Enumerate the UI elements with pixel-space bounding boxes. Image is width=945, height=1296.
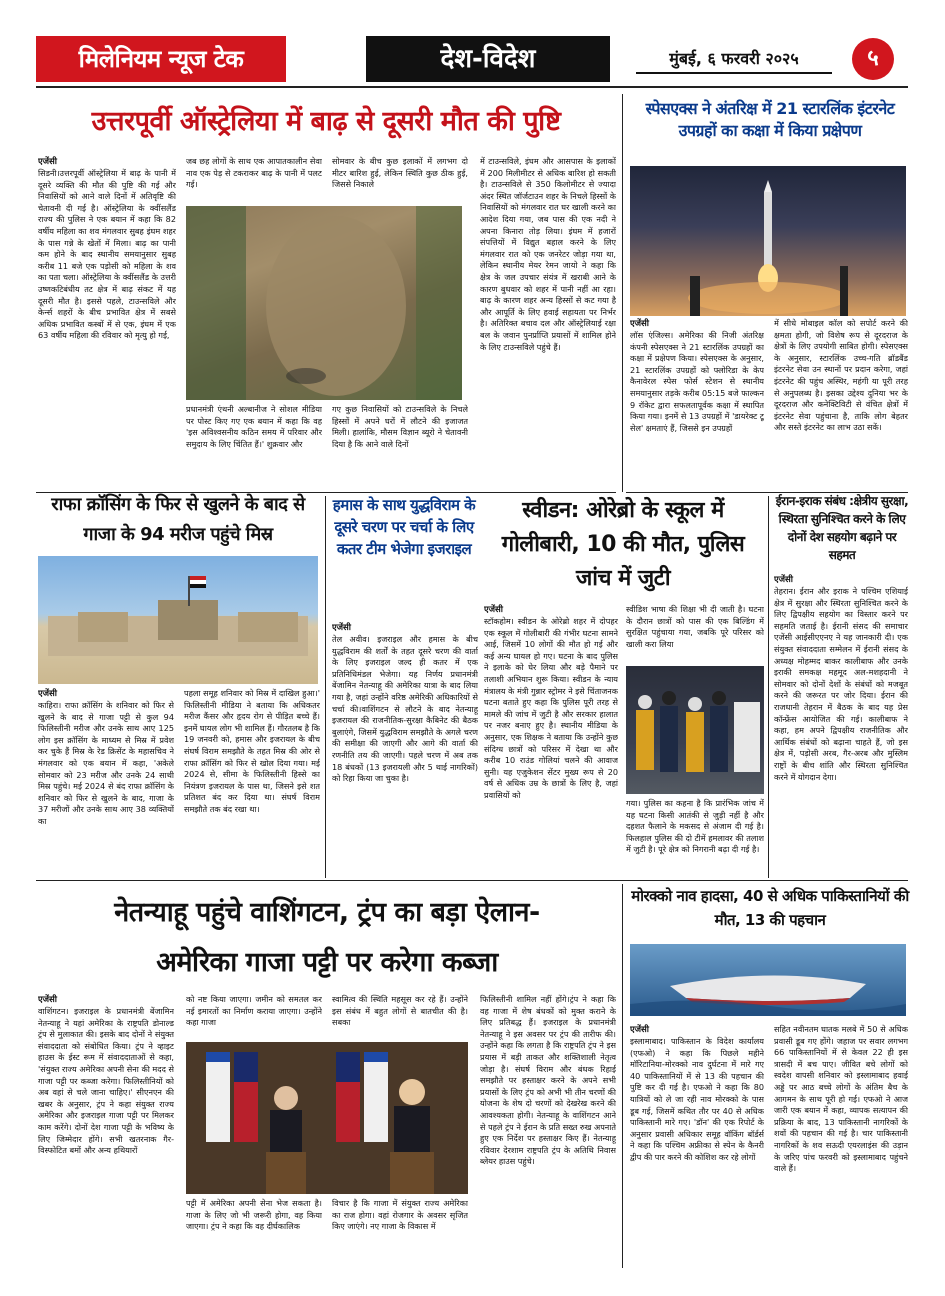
a1-col3-bottom: गए कुछ निवासियों को टाउन्सविले के निचले हिस्सों में अपने घरों में लौटने की इजाजत मिली। हालांकि, मौसम विज्ञान ब्यूरो ने चेतावनी दिया है कि आने वाले दिनों	[332, 404, 468, 449]
a8-col2: सहित नवीनतम घातक मलबे में 50 से अधिक प्रवासी डूब गए होंगे। जहाज पर सवार लगभग 66 पाकिस्तानियों में से केवल 22 ही इस त्रासदी में बच पाए। जीवित बचे लोगों को स्वदेश वापसी शनिवार को इस्लामाबाद हवाई अड्डे पर आठ बच्चे लोगों के अंतिम बैच के आगमन के साथ पूरी हो गई। एफओ ने आज जारी एक बयान में कहा, व्यापक सत्यापन की प्रक्रिया के बाद, 13 पाकिस्तानी नागरिकों के शवों की पहचान की गई है। चार पाकिस्तानी नागरिकों के शव सऊदी एयरलाइंस की उड़ान के जरिए पांच फरवरी को इस्लामाबाद पहुंचने वाले हैं।	[774, 1024, 908, 1174]
a4-agency: एजेंसी	[332, 623, 351, 633]
mid-rule	[36, 880, 908, 881]
masthead-paper-name: मिलेनियम न्यूज टेक	[36, 36, 286, 82]
boat-art	[630, 944, 906, 1016]
a6-headline: ईरान-इराक संबंध :क्षेत्रीय सुरक्षा, स्थिरता सुनिश्चित करने के लिए दोनों देश सहयोग बढ़ाने पर सहमत	[775, 494, 909, 562]
a1-col2-top: जब छह लोगों के साथ एक आपातकालीन सेवा नाव एक पेड़ से टकराकर बाढ़ के पानी में पलट गई।	[186, 156, 322, 190]
flood-photo-art	[186, 206, 462, 400]
a2-col1-text: लॉस एंजिल्स। अमेरिका की निजी अंतरिक्ष कंपनी स्पेसएक्स ने 21 स्टारलिंक उपग्रहों का कक्षा में प्रक्षेपण किया। स्पेसएक्स के अनुसार, 21 स्टारलिंक उपग्रहों को फ्लोरिडा के केप कैनावेरल स्पेस फोर्स स्टेशन से स्थानीय समयानुसार तड़के करीब 05:15 बजे फाल्कन 9 रॉकेट द्वारा सफलतापूर्वक कक्षा में स्थापित किया गया। इनमें से 13 उपग्रहों में 'डायरेक्ट टू सेल' क्षमताएं हैं, जिससे इन उपग्रहों	[630, 330, 764, 433]
a3-col1-text: काहिरा। राफा क्रॉसिंग के शनिवार को फिर से खुलने के बाद से गाजा पट्टी से कुल 94 फिलिस्तीनी मरीज और उनके साथ आए 125 लोग इस क्रॉसिंग के माध्यम से मिस्र में प्रवेश कर चुके हैं मिस्र के रेड क्रिसेंट के महासचिव ने मंगलवार को एक बयान में कहा, 'अकेले सोमवार को 23 मरीज और उनके 24 साथी मिस्र पहुंचे। मई 2024 से बंद राफा क्रॉसिंग के शनिवार को फिर से खुलने के बाद, गाजा के 37 मरीजों और उनके साथ आए 38 व्यक्तियों का	[38, 700, 174, 826]
masthead-section: देश-विदेश	[366, 36, 610, 82]
a7-headline-line1: नेतन्याहू पहुंचे वाशिंगटन, ट्रंप का बड़ा ऐलान-	[114, 897, 540, 928]
a3-col1	[38, 688, 174, 876]
a2-col2: में सीधे मोबाइल कॉल को सपोर्ट करने की क्षमता होगी, जो विशेष रूप से दूरदराज के क्षेत्रों के लिए उपयोगी साबित होगी। स्पेसएक्स के अनुसार, स्टारलिंक उच्च-गति ब्रॉडबैंड इंटरनेट सेवा उन स्थानों पर प्रदान करेगा, जहां इंटरनेट की पहुंच अस्थिर, महंगी या पूरी तरह से अनुपलब्ध है। इसका उद्देश्य दुनिया भर के दूरदराज और कनेक्टिविटी से वंचित क्षेत्रों में इंटरनेट सेवा पहुंचाना है, ताकि लोग बेहतर और सस्ते इंटरनेट का लाभ उठा सकें।	[774, 318, 908, 433]
a1-agency: एजेंसी	[38, 157, 57, 167]
a1-col4: में टाउन्सविले, इंघम और आसपास के इलाकों में 200 मिलीमीटर से अधिक बारिश हो सकती है। टाउन्सविले से 350 किलोमीटर से ज्यादा अंदर स्थित जॉर्जटाउन शहर के निचले हिस्सों के निवासियों को मंगलवार रात घर खाली करने का आदेश दिया गया, जब पास की एक नदी ने अपना किनारा तोड़ लिया। इंघम में हजारों संपत्तियों में विद्युत बहाल करने के लिए मंगलवार रात को एक जनरेटर जोड़ा गया था, लेकिन स्थानीय मेयर रेमन जायो ने कहा कि क्षेत्र के जल उपचार संयंत्र में खराबी आने के कारण बुधवार को शहर में पानी नहीं आ रहा। बाढ़ के कारण शहर अन्य हिस्सों से कट गया है और आपूर्ति के लिए हवाई सहायता पर निर्भर है। अतिरिक्त बचाव दल और ऑस्ट्रेलियाई रक्षा बल के जवान पुनर्प्राप्ति प्रयासों में शामिल होने के लिए टाउन्सविले पहुंचे हैं।	[480, 156, 616, 352]
a2-col1	[630, 318, 764, 490]
a1-col1	[38, 156, 176, 490]
a2-agency: एजेंसी	[630, 319, 649, 329]
a3-headline: राफा क्रॉसिंग के फिर से खुलने के बाद से गाजा के 94 मरीज पहुंचे मिस्र	[51, 494, 305, 545]
rocket-art	[630, 166, 906, 316]
capsized-boat-photo	[630, 944, 906, 1016]
a7-col2-top: को नष्ट किया जाएगा। जमीन को समतल कर नई इमारतों का निर्माण कराया जाएगा। उन्होंने कहा गाजा	[186, 994, 322, 1028]
a3-agency: एजेंसी	[38, 689, 57, 699]
a7-col4: फिलिस्तीनी शामिल नहीं होंगे।ट्रंप ने कहा कि वह गाजा में शेष बंधकों को मुक्त कराने के लिए प्रतिबद्ध हैं। इजराइल के प्रधानमंत्री नेतन्याहू ने इस अवसर पर ट्रंप की तारीफ की। उन्होंने कहा कि लगता है कि राष्ट्रपति ट्रंप ने इस प्रयास में बड़ी ताकत और शक्तिशाली नेतृत्व जोड़ा है। संघर्ष विराम और बंधक रिहाई समझौते पर हस्ताक्षर करने के अपने सभी प्रयासों के लिए ट्रंप को अभी भी तीन चरणों की योजना के शेष दो चरणों को देखरेख करने की आवश्यकता होगी। नेतन्याहू के वाशिंगटन आने से पहले ट्रंप ने ईरान के प्रति सख्त रुख अपनाते हुए एक निर्देश पर हस्ताक्षर किए हैं। नेतन्याहू रविवार देरशाम राष्ट्रपति ट्रंप के अतिथि निवास ब्लेयर हाउस पहुंचे।	[480, 994, 616, 1167]
a7-headline-line2: अमेरिका गाजा पट्टी पर करेगा कब्जा	[156, 947, 498, 978]
a2-headline: स्पेसएक्स ने अंतरिक्ष में 21 स्टारलिंक इंटरनेट उपग्रहों का कक्षा में किया प्रक्षेपण	[645, 99, 895, 140]
a5-col1	[484, 604, 618, 876]
mid-vertical-rule-1	[325, 496, 326, 878]
a3-col2: पहला समूह शनिवार को मिस्र में दाखिल हुआ।' फिलिस्तीनी मीडिया ने बताया कि अधिकतर मरीज कैंसर और हृदय रोग से पीड़ित बच्चे हैं। इनमें घायल लोग भी शामिल हैं। गौरतलब है कि 19 जनवरी को, हमास और इजरायल के बीच संघर्ष विराम समझौते के तहत मिस्र की ओर से राफा क्रॉसिंग को फिर से खोल दिया गया। मई 2024 से, सीमा के फिलिस्तीनी हिस्से का नियंत्रण इजरायल के पास था, जिसने इसे शत प्रतिशत बंद कर दिया था। संघर्ष विराम समझौते तक बंद रखा था।	[184, 688, 320, 814]
a1-col1-text: सिडनी।उत्तरपूर्वी ऑस्ट्रेलिया में बाढ़ के पानी में दूसरे व्यक्ति की मौत की पुष्टि की गई और निवासियों को आने वाले दिनों में अतिवृष्टि की चेतावनी दी गई है। ऑस्ट्रेलिया के क्वींसलैंड राज्य की पुलिस ने एक बयान में कहा कि 82 वर्षीय महिला का शव मंगलवार सुबह इंघम शहर के पास गन्ने के खेतों में मिला। बाढ़ का पानी कम होने के बाद स्थानीय समयानुसार सुबह करीब 11 बजे एक पड़ोसी को महिला के शव का पता चला। ऑस्ट्रेलिया के क्वींसलैंड के उत्तरी उष्णकटिबंधीय तट क्षेत्र में बाढ़ संकट में यह दूसरी मौत है। इससे पहले, टाउन्सविले और केर्न्स शहरों के बीच प्रभावित क्षेत्र में सबसे अधिक प्रभावित कस्बों में से एक, इंघम में एक 63 वर्षीय महिला की रविवार को मृत्यु हो गई,	[38, 168, 176, 341]
a6-agency: एजेंसी	[774, 575, 793, 585]
a5-headline: स्वीडन: ओरेब्रो के स्कूल में गोलीबारी, 10 की मौत, पुलिस जांच में जुटी	[501, 498, 745, 591]
a5-col2-top: स्वीडिश भाषा की शिक्षा भी दी जाती है। घटना के दौरान छात्रों को पास की एक बिल्डिंग में सुरक्षित पहुंचाया गया, जबकि पूरे परिसर को खाली करा लिया	[626, 604, 764, 649]
a5-col2-bottom: गया। पुलिस का कहना है कि प्रारंभिक जांच में यह घटना किसी आतंकी से जुड़ी नहीं है और दहशत फैलाने के मकसद से अंजाम दी गई है। फिलहाल पुलिस की दो टीमें हमलावर की तलाश में जुटी है। पूरे क्षेत्र को निगरानी बढ़ा दी गई है।	[626, 798, 764, 855]
a5-agency: एजेंसी	[484, 605, 503, 615]
a1-headline: उत्तरपूर्वी ऑस्ट्रेलिया में बाढ़ से दूसरी मौत की पुष्टि	[91, 106, 561, 137]
page-number-badge: ५	[852, 38, 894, 80]
a8-agency: एजेंसी	[630, 1025, 649, 1035]
a7-col2-bottom: पट्टी में अमेरिका अपनी सेना भेज सकता है। गाजा के लिए जो भी जरूरी होगा, वह किया जाएगा। ट्रंप ने कहा कि वह दीर्घकालिक	[186, 1198, 322, 1232]
a1-col3-top: सोमवार के बीच कुछ इलाकों में लगभग दो मीटर बारिश हुई, लेकिन स्थिति कुछ ठीक हुई, जिससे निकाले	[332, 156, 468, 190]
a4-col1-text: तेल अवीव। इजराइल और हमास के बीच युद्धविराम की शर्तों के तहत दूसरे चरण की वार्ता के लिए इजराइल जल्द ही कतर में एक प्रतिनिधिमंडल भेजेगा। यह निर्णय प्रधानमंत्री बेंजामिन नेतन्याहू की अमेरिका यात्रा के बाद लिया गया है, जहां उन्होंने वरिष्ठ अमेरिकी अधिकारियों से चर्चा की।वाशिंगटन से लौटने के बाद नेतन्याहू इजरायल की राजनीतिक-सुरक्षा कैबिनेट की बैठक बुलाएंगे, जिसमें युद्धविराम समझौते के अगले चरण की समीक्षा की जाएगी और आगे की वार्ता की रणनीति तय की जाएगी। पहले चरण में अब तक 18 बंधकों (13 इजरायली और 5 थाई नागरिकों) को रिहा किया जा चुका है।	[332, 634, 478, 784]
rescue-art	[626, 666, 764, 794]
rocket-launch-photo	[630, 166, 906, 316]
masthead-rule	[36, 86, 908, 88]
mid-vertical-rule-2	[768, 496, 769, 878]
a5-col1-text: स्टॉकहोम। स्वीडन के ओरेब्रो शहर में दोपहर एक स्कूल में गोलीबारी की गंभीर घटना सामने आई, जिसमें 10 लोगों की मौत हो गई और कई अन्य घायल हो गए। घटना के बाद पुलिस ने इलाके को घेर लिया और बड़े पैमाने पर तलाशी अभियान शुरू किया। स्वीडन के न्याय मंत्रालय के मंत्री गुन्नार स्ट्रोमर ने इसे चिंताजनक घटना बताते हुए कहा कि पुलिस पूरी तरह से मामले की जांच में जुटी है और सरकार हालात पर नजर बनाए हुए है। स्थानीय मीडिया के अनुसार, एक शिक्षक ने बताया कि उन्होंने कुछ संदिग्ध छात्रों को परिसर में देखा था और करीब 10 राउंड गोलियां चलने की आवाज सुनी। यह एजुकेशन सेंटर मुख्य रूप से 20 वर्ष से अधिक उम्र के छात्रों के लिए है, जहां प्रवासियों को	[484, 616, 618, 800]
masthead-date: मुंबई, ६ फरवरी २०२५	[636, 44, 832, 74]
a7-agency: एजेंसी	[38, 995, 57, 1005]
a8-headline: मोरक्को नाव हादसा, 40 से अधिक पाकिस्तानियों की मौत, 13 की पहचान	[631, 887, 909, 929]
bottom-vertical-rule	[622, 884, 623, 1268]
a8-col1-text: इस्लामाबाद। पाकिस्तान के विदेश कार्यालय (एफओ) ने कहा कि पिछले महीने मॉरिटानिया-मोरक्को नाव दुर्घटना में मारे गए 40 पाकिस्तानियों में से 13 की पहचान की पुष्टि कर दी गई है। एफओ ने कहा कि 80 यात्रियों को ले जा रही नाव मोरक्को के पास डूब गई, जिसमें कथित तौर पर 40 से अधिक पाकिस्तानी मारे गए। 'डॉन' की एक रिपोर्ट के अनुसार प्रवासी अधिकार समूह वॉकिंग बॉर्डर्स ने कहा कि पश्चिम अफ्रीका से स्पेन के कैनरी द्वीप की पार करने की कोशिश कर रहे लोगों	[630, 1036, 764, 1162]
top-vertical-rule	[622, 94, 623, 492]
trump-netanyahu-photo	[186, 1042, 468, 1194]
a7-col3-bottom: विचार है कि गाजा में संयुक्त राज्य अमेरिका का राज होगा। वहां रोजगार के अवसर सृजित किए जाएंगे। नए गाजा के विकास में	[332, 1198, 468, 1232]
flood-photo	[186, 206, 462, 400]
a1-col2-bottom: प्रधानमंत्री एंथनी अल्बानीज ने सोशल मीडिया पर पोस्ट किए गए एक बयान में कहा कि वह 'इस अविश्वसनीय कठिन समय में परिवार और समुदाय के लिए चिंतित हैं।' शुक्रवार और	[186, 404, 322, 449]
a4-col1	[332, 622, 478, 876]
a7-col3-top: स्वामित्व की स्थिति महसूस कर रहे हैं। उन्होंने इस संबंध में बहुत लोगों से बातचीत की है। सबका	[332, 994, 468, 1028]
press-conference-art	[186, 1042, 468, 1194]
a4-headline: हमास के साथ युद्धविराम के दूसरे चरण पर चर्चा के लिए कतर टीम भेजेगा इजराइल	[332, 496, 476, 558]
a6-col1	[774, 574, 908, 876]
rafah-crossing-photo	[38, 556, 318, 684]
rescue-workers-photo	[626, 666, 764, 794]
a8-col1	[630, 1024, 764, 1268]
a7-col1	[38, 994, 174, 1268]
a6-col1-text: तेहरान। ईरान और इराक ने पश्चिम एशियाई क्षेत्र में सुरक्षा और स्थिरता सुनिश्चित करने के लिए द्विपक्षीय सहयोग का विस्तार करने पर सहमति जताई है। ईरानी संसद की समाचार एजेंसी आईसीएएनए ने यह जानकारी दी। एक संयुक्त संवाददाता सम्मेलन में ईरानी संसद के अध्यक्ष मोहम्मद बाकर कालीबाफ और उनके इराकी समकक्ष महमूद अल-मशहदानी ने सोमवार को दोनों देशों के संबंधों को मजबूत करने की जरूरत पर जोर दिया। ईरान की राजधानी तेहरान में बैठक के बाद यह प्रेस कॉन्फ्रेंस आयोजित की गई। कालीबाफ ने कहा, हम अपने द्विपक्षीय राजनीतिक और आर्थिक संबंधों को बढ़ाना चाहते हैं, जो इस क्षेत्र में, पड़ोसी अरब, गैर-अरब और मुस्लिम राष्ट्रों के बीच शांति और स्थिरता सुनिश्चित करने में योगदान देगा।	[774, 586, 908, 782]
rafah-art	[38, 556, 318, 684]
a7-col1-text: वाशिंगटन। इजराइल के प्रधानमंत्री बेंजामिन नेतन्याहू ने यहां अमेरिका के राष्ट्रपति डोनाल्ड ट्रंप से मुलाकात की। इसके बाद दोनों ने संयुक्त संवाददाता को संबोधित किया। ट्रंप ने व्हाइट हाउस के ईस्ट रूम में संवाददाताओं से कहा, 'संयुक्त राज्य अमेरिका अपनी सेना की मदद से गाजा पट्टी पर कब्जा करेगा। फिलिस्तीनियों को अब वहां से चले जाना चाहिए।' सीएनएन की खबर के अनुसार, ट्रंप ने कहा संयुक्त राज्य अमेरिका और इजराइल गाजा पट्टी पर मिलकर काम करेंगे। दोनों देश गाजा पट्टी के भविष्य के लिए जिम्मेदार होंगे। सभी खतरनाक गैर-विस्फोटित बमों और अन्य हथियारों	[38, 1006, 174, 1156]
